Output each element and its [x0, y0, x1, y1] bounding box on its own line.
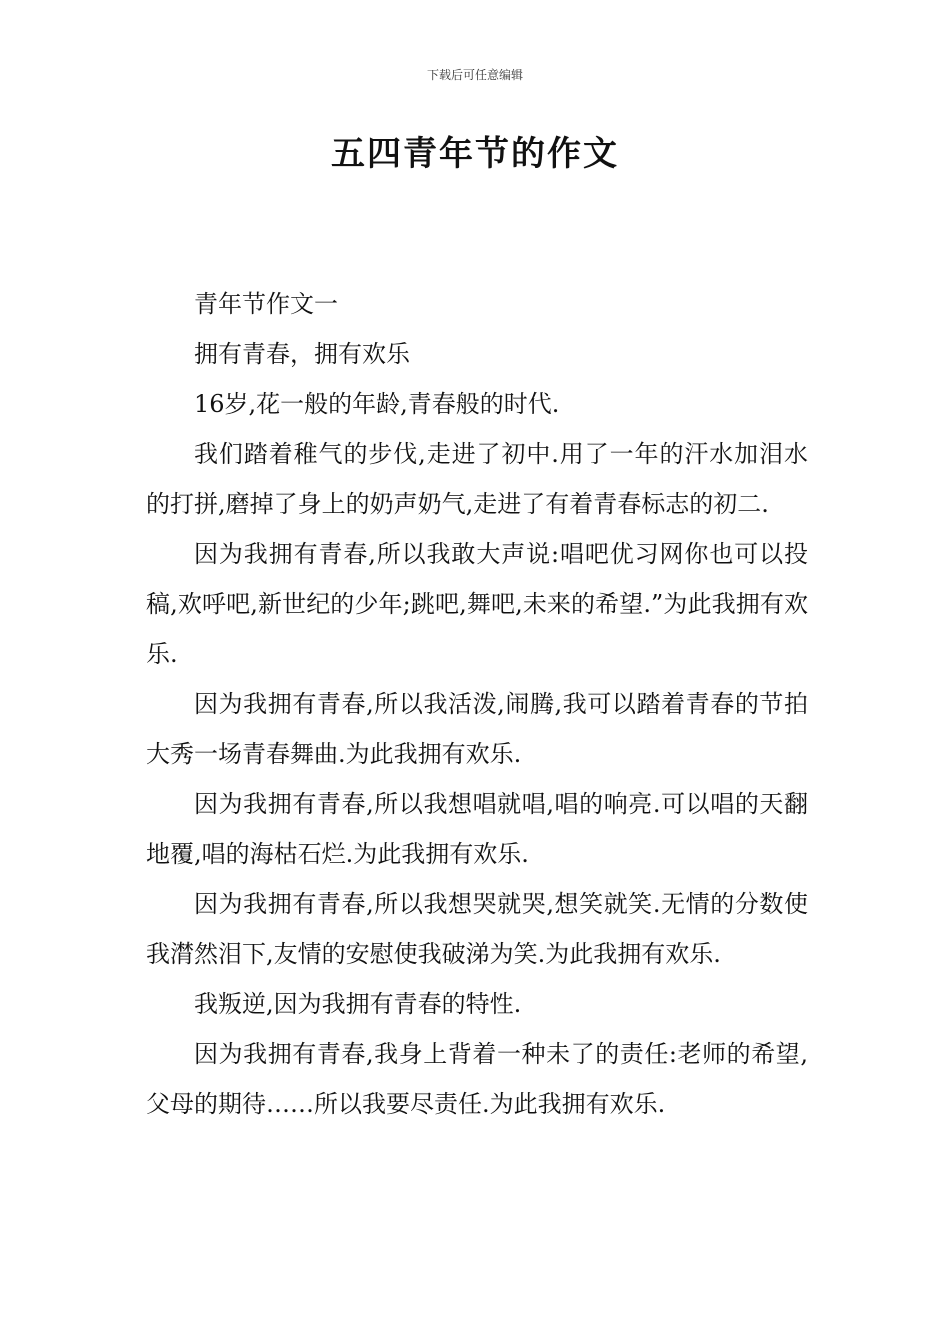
- paragraph: 因为我拥有青春,所以我想哭就哭,想笑就笑.无情的分数使我潸然泪下,友情的安慰使我破涕为笑.为此我拥有欢乐.: [146, 890, 808, 968]
- document-title: 五四青年节的作文: [331, 134, 619, 174]
- document-body: [146, 279, 808, 1129]
- paragraph: 拥有青春，拥有欢乐: [194, 340, 410, 368]
- paragraph: 因为我拥有青春,所以我想唱就唱,唱的响亮.可以唱的天翻地覆,唱的海枯石烂.为此我拥有欢乐.: [146, 790, 808, 868]
- header-note: 下载后可任意编辑: [426, 68, 523, 82]
- paragraph: 我叛逆,因为我拥有青春的特性.: [194, 990, 522, 1018]
- paragraph: 因为我拥有青春,所以我活泼,闹腾,我可以踏着青春的节拍大秀一场青春舞曲.为此我拥有欢乐.: [146, 690, 808, 768]
- paragraph: 16岁,花一般的年龄,青春般的时代.: [194, 390, 560, 418]
- paragraph: 青年节作文一: [194, 290, 338, 318]
- paragraph: 因为我拥有青春,我身上背着一种未了的责任:老师的希望,父母的期待……所以我要尽责任.为此我拥有欢乐.: [146, 1040, 808, 1118]
- paragraph: 我们踏着稚气的步伐,走进了初中.用了一年的汗水加泪水的打拼,磨掉了身上的奶声奶气,走进了有着青春标志的初二.: [146, 440, 808, 518]
- paragraph: 因为我拥有青春,所以我敢大声说:唱吧优习网你也可以投稿,欢呼吧,新世纪的少年;跳吧,舞吧,未来的希望.”为此我拥有欢乐.: [146, 540, 808, 668]
